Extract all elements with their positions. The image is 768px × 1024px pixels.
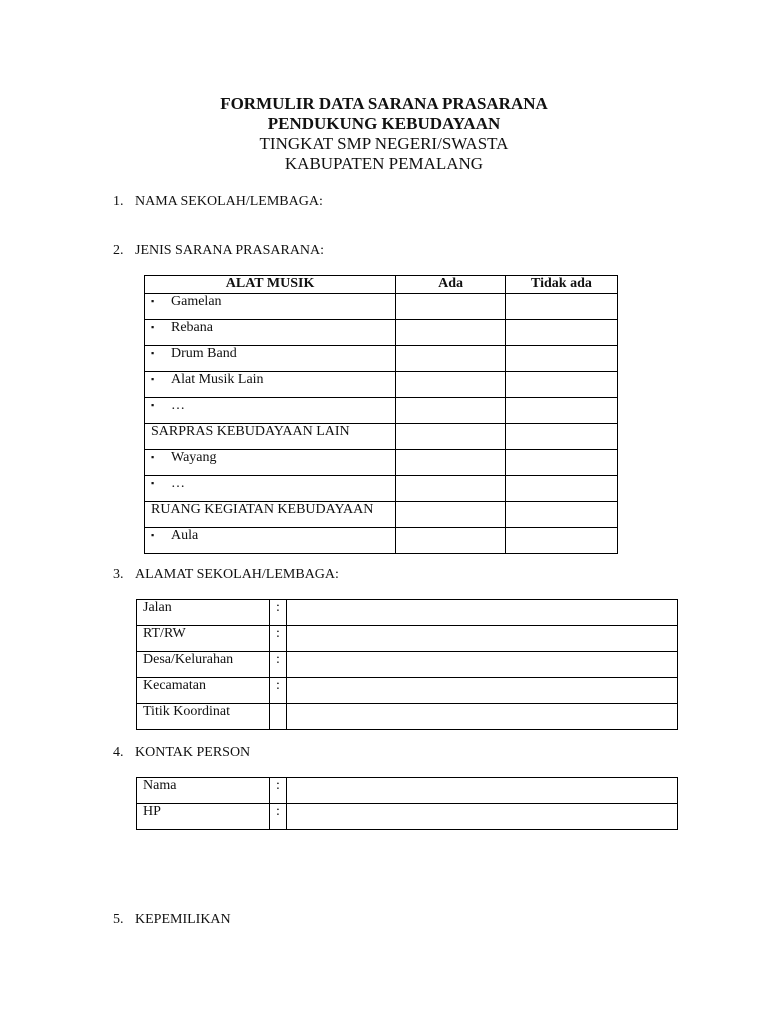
category-label: SARPRAS KEBUDAYAAN LAIN: [151, 424, 350, 439]
category-row: [145, 502, 618, 528]
tidak-ada-cell[interactable]: [505, 450, 617, 476]
sarpras-table: [144, 275, 618, 554]
ada-cell[interactable]: [396, 346, 506, 372]
tidak-ada-cell[interactable]: [505, 398, 617, 424]
category-cell: [145, 502, 396, 528]
item-label: Drum Band: [171, 346, 237, 361]
ada-cell[interactable]: [396, 476, 506, 502]
ada-cell[interactable]: [396, 372, 506, 398]
item-cell: [145, 476, 396, 502]
section-heading-alamat: [113, 566, 339, 584]
category-label: RUANG KEGIATAN KEBUDAYAAN: [151, 502, 374, 517]
title-line-2: PENDUKUNG KEBUDAYAAN: [267, 114, 501, 133]
field-separator: :: [270, 626, 287, 652]
tidak-ada-cell[interactable]: [505, 528, 617, 554]
bullet-icon: ▪: [151, 322, 155, 332]
bullet-icon: ▪: [151, 452, 155, 462]
item-label: …: [171, 476, 185, 491]
item-cell: [145, 372, 396, 398]
item-cell: [145, 398, 396, 424]
header-alat-musik: ALAT MUSIK: [145, 276, 396, 294]
tidak-ada-cell[interactable]: [505, 346, 617, 372]
kontak-table: [136, 777, 678, 830]
bullet-icon: ▪: [151, 478, 155, 488]
item-label: Rebana: [171, 320, 213, 335]
ada-cell[interactable]: [396, 502, 506, 528]
form-title: [0, 94, 768, 174]
section-heading-nama-sekolah: [113, 193, 323, 211]
table-row: [137, 778, 678, 804]
bullet-icon: ▪: [151, 348, 155, 358]
section-number: 3.: [113, 567, 124, 582]
ada-cell[interactable]: [396, 528, 506, 554]
field-label: Kecamatan: [137, 678, 270, 704]
table-row: [137, 704, 678, 730]
field-value[interactable]: [287, 678, 678, 704]
field-value[interactable]: [287, 626, 678, 652]
title-line-1: FORMULIR DATA SARANA PRASARANA: [220, 94, 548, 113]
section-label: ALAMAT SEKOLAH/LEMBAGA:: [135, 567, 339, 582]
category-cell: [145, 424, 396, 450]
field-value[interactable]: [287, 600, 678, 626]
table-row: [145, 528, 618, 554]
item-label: …: [171, 398, 185, 413]
tidak-ada-cell[interactable]: [505, 476, 617, 502]
ada-cell[interactable]: [396, 398, 506, 424]
table-row: [145, 320, 618, 346]
table-row: [145, 372, 618, 398]
section-label: NAMA SEKOLAH/LEMBAGA:: [135, 194, 323, 209]
field-separator: [270, 704, 287, 730]
section-label: JENIS SARANA PRASARANA:: [135, 243, 325, 258]
alamat-table: [136, 599, 678, 730]
ada-cell[interactable]: [396, 294, 506, 320]
field-separator: :: [270, 778, 287, 804]
field-value[interactable]: [287, 804, 678, 830]
table-row: [145, 346, 618, 372]
table-row: [137, 804, 678, 830]
item-label: Aula: [171, 528, 199, 543]
table-row: [145, 294, 618, 320]
title-line-4: KABUPATEN PEMALANG: [284, 154, 484, 173]
title-line-3: TINGKAT SMP NEGERI/SWASTA: [259, 134, 509, 153]
item-cell: [145, 294, 396, 320]
ada-cell[interactable]: [396, 450, 506, 476]
section-heading-jenis-sarpras: [113, 242, 324, 260]
section-heading-kepemilikan: [113, 911, 231, 929]
table-row: [145, 398, 618, 424]
table-row: [145, 450, 618, 476]
table-header-row: [145, 276, 618, 294]
section-number: 1.: [113, 194, 124, 209]
table-row: [137, 678, 678, 704]
tidak-ada-cell[interactable]: [505, 372, 617, 398]
table-row: [137, 626, 678, 652]
header-ada: Ada: [396, 276, 506, 294]
item-cell: [145, 450, 396, 476]
field-label: Desa/Kelurahan: [137, 652, 270, 678]
field-label: Jalan: [137, 600, 270, 626]
field-label: RT/RW: [137, 626, 270, 652]
field-label: Nama: [137, 778, 270, 804]
bullet-icon: ▪: [151, 374, 155, 384]
table-row: [137, 652, 678, 678]
alamat-table-body: [137, 600, 678, 730]
ada-cell[interactable]: [396, 320, 506, 346]
field-separator: :: [270, 678, 287, 704]
section-label: KEPEMILIKAN: [135, 912, 231, 927]
tidak-ada-cell[interactable]: [505, 320, 617, 346]
item-cell: [145, 346, 396, 372]
bullet-icon: ▪: [151, 400, 155, 410]
category-row: [145, 424, 618, 450]
item-label: Wayang: [171, 450, 217, 465]
section-heading-kontak: [113, 744, 250, 762]
tidak-ada-cell[interactable]: [505, 294, 617, 320]
field-value[interactable]: [287, 652, 678, 678]
section-label: KONTAK PERSON: [135, 745, 251, 760]
section-number: 2.: [113, 243, 124, 258]
section-number: 4.: [113, 745, 124, 760]
item-label: Alat Musik Lain: [171, 372, 264, 387]
header-tidak-ada: Tidak ada: [505, 276, 617, 294]
table-row: [137, 600, 678, 626]
sarpras-table-body: [145, 294, 618, 554]
ada-cell[interactable]: [396, 424, 506, 450]
field-label: HP: [137, 804, 270, 830]
tidak-ada-cell[interactable]: [505, 502, 617, 528]
field-separator: :: [270, 804, 287, 830]
field-value[interactable]: [287, 778, 678, 804]
section-number: 5.: [113, 912, 124, 927]
table-row: [145, 476, 618, 502]
field-label: Titik Koordinat: [137, 704, 270, 730]
field-separator: :: [270, 600, 287, 626]
tidak-ada-cell[interactable]: [505, 424, 617, 450]
field-value[interactable]: [287, 704, 678, 730]
kontak-table-body: [137, 778, 678, 830]
item-cell: [145, 528, 396, 554]
bullet-icon: ▪: [151, 296, 155, 306]
field-separator: :: [270, 652, 287, 678]
bullet-icon: ▪: [151, 530, 155, 540]
item-label: Gamelan: [171, 294, 222, 309]
item-cell: [145, 320, 396, 346]
